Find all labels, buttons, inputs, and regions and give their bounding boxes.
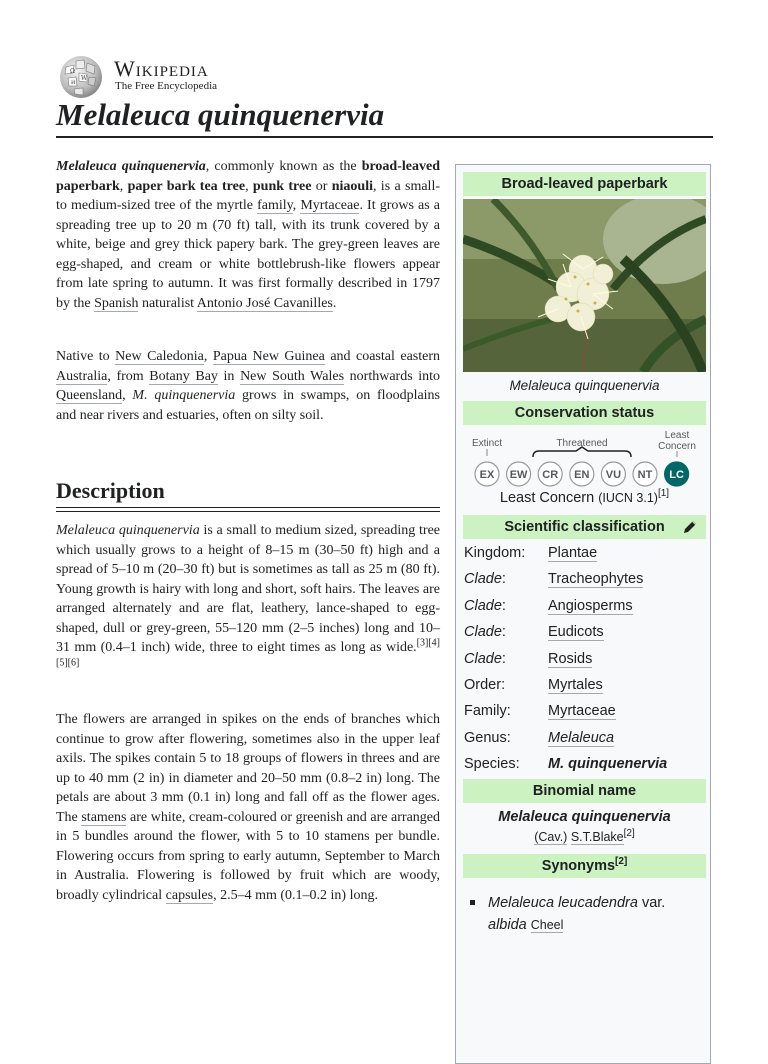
authority-citation[interactable]: [2] bbox=[623, 827, 635, 839]
binomial-authority bbox=[463, 827, 706, 844]
description-paragraph-2 bbox=[56, 710, 440, 905]
infobox-title: Broad-leaved paperbark bbox=[463, 172, 706, 196]
text-run: . It grows as a spreading tree up to 20 m (70 ft) tall, with its trunk covered by a white, beige and grey thick papery bark. The grey-green leaves are egg-shaped, and cream or white bottlebrush-like flowers appear from late spring to autumn. It was first formally described in 1797 by the bbox=[56, 198, 440, 311]
text-run: , bbox=[245, 178, 253, 194]
text-run: in bbox=[217, 368, 241, 384]
status-text[interactable]: Least Concern bbox=[499, 490, 595, 506]
taxonomy-rank: Family: bbox=[464, 703, 511, 720]
taxonomy-row bbox=[463, 571, 706, 597]
taxonomy-value-link[interactable]: Angiosperms bbox=[548, 597, 633, 614]
status-code-ew: EW bbox=[509, 469, 528, 481]
citation-refs[interactable]: [3][4][5][6] bbox=[56, 637, 440, 668]
taxonomy-value-link[interactable]: Myrtales bbox=[548, 677, 603, 693]
text-run: Native to bbox=[56, 349, 116, 364]
status-code-vu: VU bbox=[605, 469, 622, 481]
status-code-ex: EX bbox=[479, 469, 495, 481]
svg-text:И: И bbox=[71, 80, 76, 86]
inline-link[interactable]: New South Wales bbox=[240, 368, 345, 384]
status-ref[interactable]: (IUCN 3.1) bbox=[598, 491, 658, 505]
italic-term: Melaleuca quinquenervia bbox=[56, 523, 200, 538]
description-paragraph-1 bbox=[56, 521, 440, 677]
text-run: northwards into bbox=[344, 368, 441, 384]
synonyms-label: Synonyms bbox=[541, 858, 616, 874]
text-run: , 2.5–4 mm (0.1–0.2 in) long. bbox=[213, 887, 378, 903]
list-bullet bbox=[470, 900, 475, 905]
text-run: , bbox=[203, 349, 213, 364]
inline-link[interactable]: Queensland bbox=[56, 388, 123, 403]
taxonomy-row bbox=[463, 703, 706, 729]
text-run: , commonly known as the bbox=[205, 159, 362, 174]
taxonomy-rank: Clade: bbox=[464, 571, 506, 588]
bold-term: paper bark tea tree bbox=[127, 178, 246, 194]
text-run: . bbox=[332, 295, 337, 311]
italic-term: M. quinquenervia bbox=[132, 388, 236, 403]
taxonomy-row bbox=[463, 677, 706, 703]
section-divider bbox=[56, 511, 440, 512]
section-divider bbox=[56, 507, 440, 508]
text-run: is a small to medium sized, spreading tree which usually grows to a height of 8–15 m (30–50 ft) high and a spread of 5–10 m (20–30 ft) but is sometimes as tall as 25 m (80 ft). Young growth is hairy with long and short, soft hairs. The leaves are arranged alternately and are flat, leathery, lance-shaped to egg-shaped, dull or grey-green, 55–120 mm (2–5 inches) long and 10–31 mm (0.4–1 inch) wide, three to eight times as long as wide. bbox=[56, 523, 441, 655]
conservation-status-value bbox=[463, 490, 706, 506]
binomial-name-heading: Binomial name bbox=[463, 779, 706, 803]
inline-link[interactable]: Spanish bbox=[94, 295, 139, 311]
inline-link[interactable]: Myrtaceae bbox=[300, 198, 360, 213]
taxonomy-row bbox=[463, 730, 706, 756]
svg-text:Ω: Ω bbox=[70, 68, 75, 75]
intro-paragraph-1 bbox=[56, 157, 440, 313]
scale-label-least: Least bbox=[664, 430, 690, 441]
text-run: The flowers are arranged in spikes on the ends of branches which continue to grow after flowering, sometimes also in the upper leaf axils. The spikes contain 5 to 18 groups of flowers in threes and are up to 40 mm (2 in) in diameter and 20–50 mm (0.8–2 in) long. The petals are about 3 mm (0.1 in) long and fall off as the flower ages. The bbox=[56, 712, 440, 825]
taxonomy-rank-italic[interactable]: Clade bbox=[464, 624, 502, 641]
photo-caption: Melaleuca quinquenervia bbox=[509, 378, 660, 393]
taxonomy-value-link[interactable]: Rosids bbox=[548, 650, 593, 667]
taxonomy-rank-italic[interactable]: Clade bbox=[464, 597, 502, 614]
species-infobox bbox=[455, 164, 711, 1064]
taxonomy-value-link[interactable]: Myrtaceae bbox=[548, 703, 616, 720]
intro-paragraph-2 bbox=[56, 347, 440, 425]
taxonomy-species-value: M. quinquenervia bbox=[548, 756, 668, 773]
inline-link[interactable]: capsules bbox=[165, 887, 214, 903]
status-citation[interactable]: [1] bbox=[657, 488, 670, 500]
inline-link[interactable]: Papua New Guinea bbox=[212, 349, 325, 364]
taxonomy-rank: Kingdom: bbox=[464, 545, 526, 561]
synonym-name: Melaleuca leucadendra bbox=[488, 895, 638, 911]
synonym-epithet: albida bbox=[488, 917, 527, 933]
title-divider bbox=[56, 136, 713, 138]
taxonomy-value-link[interactable]: Eudicots bbox=[548, 624, 604, 641]
text-run: , bbox=[292, 198, 301, 213]
taxonomy-rank: Clade: bbox=[464, 650, 506, 667]
taxonomy-value-link[interactable]: Tracheophytes bbox=[548, 571, 644, 588]
scale-label-concern: Concern bbox=[658, 441, 696, 452]
bold-term: punk tree bbox=[252, 178, 312, 194]
iucn-status-scale[interactable] bbox=[463, 429, 706, 493]
scientific-classification-label: Scientific classification bbox=[504, 519, 665, 535]
species-photo[interactable] bbox=[463, 199, 706, 372]
taxonomy-row bbox=[463, 545, 706, 571]
text-run: , is a small- to medium-sized tree of the myrtle bbox=[56, 178, 441, 213]
text-run: grows in swamps, on floodplains and near rivers and estuaries, often on silty soil. bbox=[56, 388, 441, 423]
inline-link[interactable]: New Caledonia bbox=[115, 349, 204, 364]
section-heading-description: Description bbox=[56, 478, 165, 503]
scale-label-threatened: Threatened bbox=[556, 438, 608, 449]
wikipedia-globe-logo[interactable] bbox=[56, 53, 106, 99]
synonym-author-link[interactable]: Cheel bbox=[530, 918, 564, 932]
bold-italic-term: Melaleuca quinquenervia bbox=[56, 159, 206, 174]
svg-text:W: W bbox=[81, 75, 88, 82]
synonyms-heading bbox=[463, 854, 706, 878]
bold-term: niaouli bbox=[331, 178, 373, 194]
taxonomy-rank: Clade: bbox=[464, 624, 506, 641]
taxonomy-rank: Order: bbox=[464, 677, 506, 693]
text-run: , bbox=[119, 178, 128, 194]
taxonomy-rank: Genus: bbox=[464, 729, 511, 746]
taxonomy-rank: Species: bbox=[464, 756, 520, 773]
text-run: naturalist bbox=[138, 295, 197, 311]
author-blake-link[interactable]: S.T.Blake bbox=[570, 830, 624, 844]
synonym-rank: var. bbox=[641, 895, 666, 911]
wikipedia-wordmark[interactable]: Wikipedia bbox=[114, 56, 209, 81]
scale-label-extinct: Extinct bbox=[471, 438, 503, 449]
text-run: are white, cream-coloured or greenish and are arranged in 5 bundles around the flower, with 5 to 10 stamens per bundle. Flowering occurs from spring to early autumn, September to March in Australia. Flowering is followed by fruit which are woody, broadly cylindrical bbox=[56, 809, 441, 903]
taxonomy-row bbox=[463, 624, 706, 650]
synonyms-citation[interactable]: [2] bbox=[615, 856, 628, 868]
status-code-en: EN bbox=[574, 469, 590, 481]
inline-link[interactable]: Australia bbox=[56, 368, 108, 384]
status-code-cr: CR bbox=[542, 469, 559, 481]
taxonomy-rank-italic[interactable]: Clade bbox=[464, 571, 502, 588]
status-code-lc: LC bbox=[669, 469, 684, 481]
binomial-name: Melaleuca quinquenervia bbox=[498, 809, 671, 825]
taxonomy-value-link[interactable]: Plantae bbox=[548, 545, 598, 561]
taxonomy-row bbox=[463, 598, 706, 624]
page-title: Melaleuca quinquenervia bbox=[56, 97, 385, 132]
text-run: , bbox=[122, 388, 133, 403]
text-run: or bbox=[311, 178, 332, 194]
text-run: , from bbox=[107, 368, 150, 384]
text-run: and coastal eastern bbox=[324, 349, 440, 364]
bold-term: broad-leaved paperbark bbox=[56, 159, 440, 194]
author-cavanilles-link[interactable]: (Cav.) bbox=[534, 830, 568, 844]
taxonomy-row bbox=[463, 651, 706, 677]
inline-link[interactable]: family bbox=[257, 198, 293, 213]
scientific-classification-heading bbox=[463, 515, 706, 539]
synonym-text bbox=[488, 892, 703, 936]
taxonomy-rank: Clade: bbox=[464, 597, 506, 614]
inline-link[interactable]: Botany Bay bbox=[149, 368, 218, 384]
taxonomy-value-link[interactable]: Melaleuca bbox=[548, 729, 615, 746]
taxonomy-rank-italic[interactable]: Clade bbox=[464, 650, 502, 667]
status-code-nt: NT bbox=[637, 469, 653, 481]
wikipedia-tagline: The Free Encyclopedia bbox=[115, 80, 218, 92]
conservation-status-heading: Conservation status bbox=[463, 401, 706, 425]
edit-pencil-icon[interactable] bbox=[682, 519, 698, 535]
inline-link[interactable]: stamens bbox=[81, 809, 127, 825]
inline-link[interactable]: Antonio José Cavanilles bbox=[196, 295, 333, 311]
